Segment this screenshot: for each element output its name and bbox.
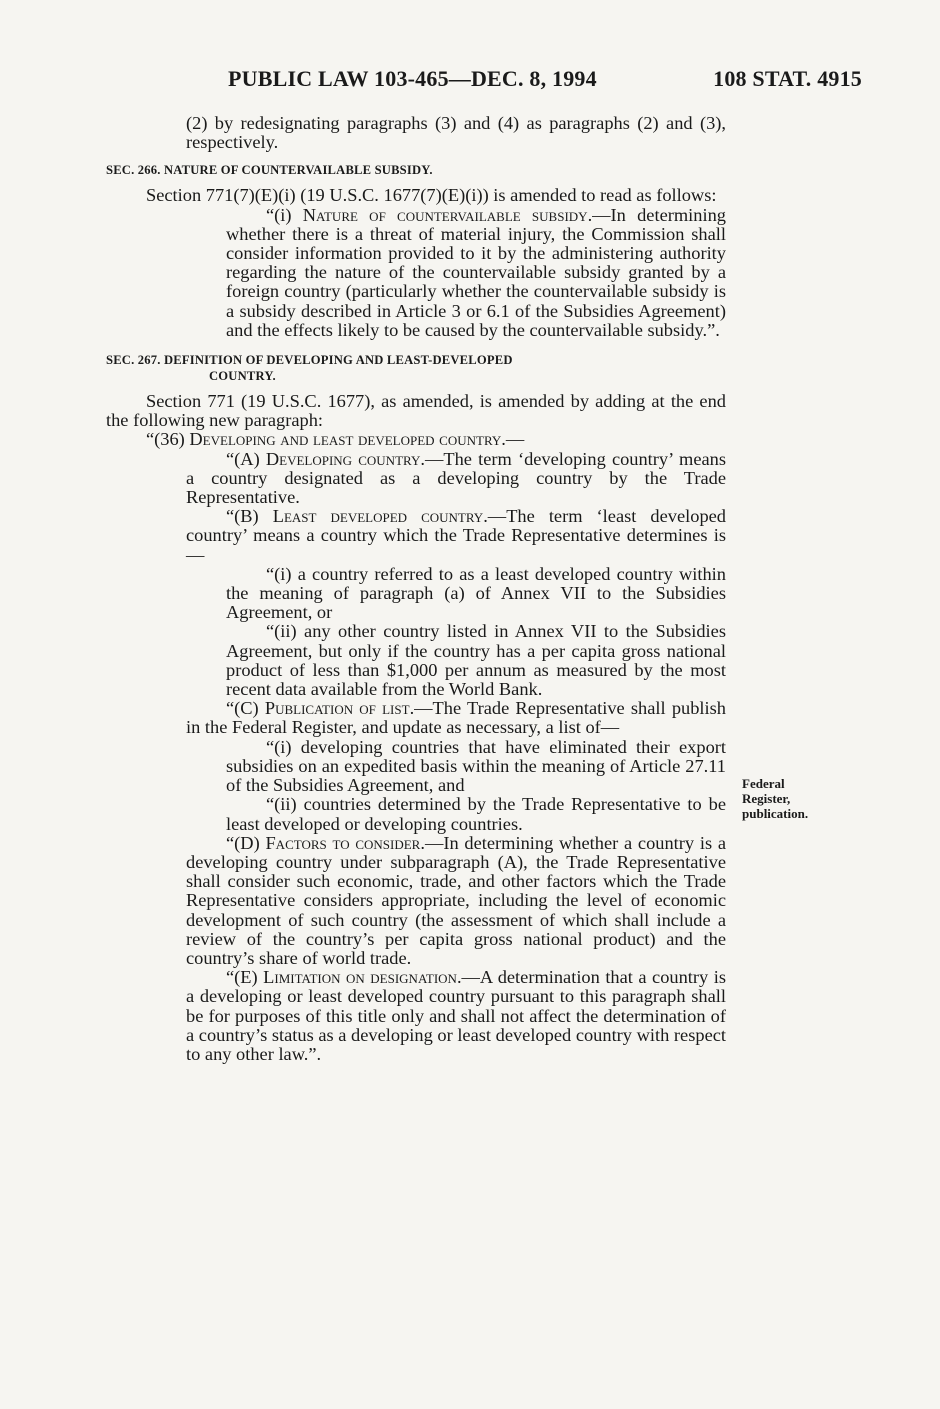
section-266-heading: SEC. 266. NATURE OF COUNTERVAILABLE SUBSIDY. [106, 163, 433, 178]
paragraph-36-heading [106, 430, 726, 449]
running-head-page-citation: 108 STAT. 4915 [713, 66, 862, 91]
margin-note-line3: publication. [742, 806, 809, 821]
subparagraph-C [186, 699, 726, 737]
pB-text: .—The term ‘least developed country’ means a country which the Trade Representative determines is— [186, 506, 726, 565]
clause-B-ii: “(ii) any other country listed in Annex VII to the Subsidies Agreement, but only if the country has a per capita gross national product of less than $1,000 per annum as measured by the most recent data available from the World Bank. [226, 621, 726, 700]
subparagraph-D [186, 834, 726, 968]
section-267-heading-line1: SEC. 267. DEFINITION OF DEVELOPING AND LEAST-DEVELOPED [106, 353, 513, 368]
margin-note-federal-register [742, 776, 808, 821]
pC-prefix: “(C) [226, 698, 265, 719]
paragraph-36-subparagraphs [106, 450, 726, 1065]
pC-text: .—The Trade Representative shall publish in the Federal Register, and update as necessary, a list of— [186, 698, 726, 738]
pB-heading: Least developed country [272, 506, 484, 527]
section-267-text: Section 771 (19 U.S.C. 1677), as amended, is amended by adding at the end the following new paragraph: [106, 391, 726, 431]
pD-prefix: “(D) [226, 832, 266, 853]
p36-heading: Developing and least developed country [189, 429, 502, 450]
margin-note-line1: Federal [742, 776, 785, 791]
clause-heading: Nature of countervailable subsidy [302, 204, 588, 225]
section-266-quoted-clause [106, 206, 726, 340]
pD-heading: Factors to consider [265, 832, 421, 853]
pC-heading: Publication of list [264, 698, 410, 719]
subparagraph-B [186, 507, 726, 565]
pE-heading: Limitation on designation [263, 967, 457, 988]
subparagraph-E [186, 968, 726, 1064]
p36-prefix: “(36) [146, 429, 190, 450]
paragraph-redesignation: (2) by redesignating paragraphs (3) and (4) as paragraphs (2) and (3), respectively. [186, 113, 726, 153]
clause-text: .—In determining whether there is a threat of material injury, the Commission shall consider information provided to it by the administering authority regarding the nature of the countervailable subsidy granted by a foreign country (particularly whether the countervailable subsidy is a subsidy described in Article 3 or 6.1 of the Subsidies Agreement) and the effects likely to be caused by the countervailable subsidy.”. [226, 204, 726, 340]
pA-text: .—The term ‘developing country’ means a country designated as a developing country by the Trade Representative. [186, 448, 727, 508]
section-267-heading-line2: COUNTRY. [209, 369, 276, 384]
pE-prefix: “(E) [226, 967, 264, 988]
running-head-title: PUBLIC LAW 103-465—DEC. 8, 1994 [228, 66, 597, 91]
pE-text: .—A determination that a country is a developing or least developed country pursuant to this paragraph shall be for purposes of this title only and shall not affect the determination of a country’s status as a developing or least developed country with respect to any other law.”. [186, 967, 727, 1064]
clause-C-i: “(i) developing countries that have eliminated their export subsidies on an expedited basis within the meaning of Article 27.11 of the Subsidies Agreement, and [226, 736, 726, 796]
page-body [106, 114, 726, 1064]
p36-suffix: .— [501, 429, 525, 450]
margin-note-line2: Register, [742, 791, 791, 806]
clause-prefix: “(i) [266, 204, 303, 225]
clause-nature-of-subsidy [226, 206, 726, 340]
pA-prefix: “(A) [226, 448, 266, 469]
subparagraph-C-clauses [186, 738, 726, 834]
section-267-heading [106, 352, 726, 384]
subparagraph-A [186, 450, 726, 508]
clause-B-i: “(i) a country referred to as a least developed country within the meaning of paragraph (a) of Annex VII to the Subsidies Agreement, or [226, 563, 726, 623]
subparagraph-B-clauses [186, 565, 726, 699]
clause-C-ii: “(ii) countries determined by the Trade Representative to be least developed or developing countries. [226, 794, 726, 834]
pD-text: .—In determining whether a country is a developing country under subparagraph (A), the Trade Representative shall consider such economic, trade, and other factors which the Trade Representative considers appropriate, including the level of economic development of such country (the assessment of which shall include a review of the country’s per capita gross national product) and the country’s share of world trade. [186, 832, 727, 968]
pB-prefix: “(B) [226, 506, 273, 527]
pA-heading: Developing country [265, 448, 421, 469]
section-266-text: Section 771(7)(E)(i) (19 U.S.C. 1677(7)(E)(i)) is amended to read as follows: [146, 185, 717, 206]
